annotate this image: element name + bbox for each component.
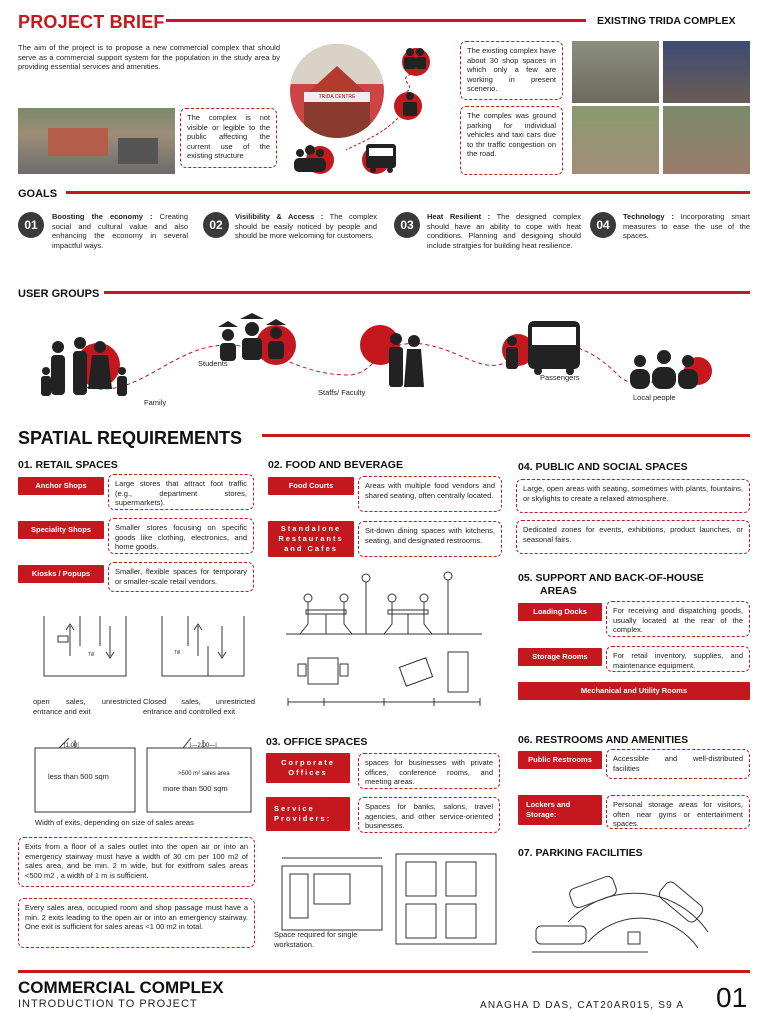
callout-shops: The existing complex have about 30 shop spaces in which only a few are working in present scenerio. [460,41,563,100]
size-large-label: more than 500 sqm [163,784,228,793]
footer-author: ANAGHA D DAS, CAT20AR015, S9 A [480,1000,685,1011]
goal-number: 01 [18,212,44,238]
anchor-shops-label: Anchor Shops [18,477,104,495]
goal-item [623,212,750,241]
goal-title: Boosting the economy : [52,212,153,221]
public-desc-1: Large, open areas with seating, sometimes with plants, fountains, or skylights to create a relaxed atmosphere. [516,479,750,513]
service-providers-desc: Spaces for banks, salons, travel agencies, and other service-oriented businesses. [358,797,500,833]
existing-photo-4 [663,106,750,174]
parking-title: 07. PARKING FACILITIES [518,847,643,859]
exit-note-1: Exits from a floor of a sales outlet into the open air or into an emergency stairway must have a width of 30 cm per 100 m2 of sales area, and be min. 2 m wide, but for exitfrom sales areas <500 m2 , a width of 1 m is sufficient. [18,837,255,887]
office-title: 03. OFFICE SPACES [266,736,368,748]
corporate-offices-label: Corporate Offices [266,753,350,783]
site-photo [18,108,175,174]
food-courts-desc: Areas with multiple food vendors and shared seating, often centrally located. [358,476,502,512]
title-rule [166,19,586,22]
students-label: Students [198,359,228,368]
exit-dim-small: |1.00| [64,743,79,749]
intro-text: The aim of the project is to propose a new commercial complex that should serve as a commercial support system for the population in the study area by providing essential services and amenities. [18,43,280,71]
goal-text: The designed complex should have an ability to cope with heat conditions. Planning and designing should include stratgies for building heat resilience. [427,212,581,250]
footer-rule [18,970,750,973]
trida-sign: TRIDA CENTRE [304,92,370,102]
public-title: 04. PUBLIC AND SOCIAL SPACES [518,461,688,473]
storage-rooms-desc: For retail inventory, supplies, and maintenance equipment. [606,646,750,672]
existing-complex-title: EXISTING TRIDA COMPLEX [597,15,736,27]
restaurants-desc: Sit-down dining spaces with kitchens, seating, and designated restrooms. [358,521,502,557]
goal-title: Technology : [623,212,674,221]
anchor-shops-desc: Large stores that attract foot traffic (e.g., department stores, supermarkets). [108,474,254,510]
kiosks-label: Kiosks / Popups [18,565,104,583]
exit-dim-large: |—2.00—| [190,743,217,749]
speciality-shops-label: Speciality Shops [18,521,104,539]
passengers-label: Passengers [540,373,580,382]
local-people-label: Local people [633,393,676,402]
goal-text: Incorporating smart measures to ease the use of the spaces. [623,212,750,240]
existing-photo-1 [572,41,659,103]
footer-subtitle: INTRODUCTION TO PROJECT [18,998,198,1010]
students-icon [218,313,286,361]
till-label: Till [88,652,95,658]
goal-item [235,212,377,241]
size-small-label: less than 500 sqm [48,772,109,781]
restaurants-label: Standalone Restaurants and Cafes [268,521,354,557]
open-sales-diagram [40,606,130,686]
public-restrooms-desc: Accessible and well-distributed facilities [606,749,750,779]
exit-note-2: Every sales area, occupied room and shop passage must have a min. 2 exits leading to the open air or into an emergency stairway. One exit is sufficient for sales areas <1 00 m2 in total. [18,898,255,948]
retail-title: 01. RETAIL SPACES [18,459,118,471]
goal-item [427,212,581,250]
passengers-icon [506,321,580,375]
goal-text: Creating social and cultural value and also enhancing the economy in several impactful ways. [52,212,188,250]
lockers-label: Lockers and Storage: [518,795,602,825]
goals-title: GOALS [18,188,58,200]
restrooms-title: 06. RESTROOMS AND AMENITIES [518,734,689,746]
local-people-icon [630,350,698,389]
storage-rooms-label: Storage Rooms [518,648,602,666]
user-groups-rule [104,291,750,294]
page-title: PROJECT BRIEF [18,12,165,32]
public-desc-2: Dedicated zones for events, exhibitions, product launches, or seasonal fairs. [516,520,750,554]
speciality-shops-desc: Smaller stores focusing on specific goods like clothing, electronics, and home goods. [108,518,254,554]
size-large-inner: >500 m² sales area [178,771,230,777]
loading-docks-label: Loading Docks [518,603,602,621]
user-groups-title: USER GROUPS [18,288,100,300]
existing-photo-3 [572,106,659,174]
workstation-caption: Space required for single workstation. [274,930,358,949]
service-providers-label: Service Providers: [266,797,350,831]
spatial-title: SPATIAL REQUIREMENTS [18,428,243,448]
callout-parking: The comples was ground parking for individual vehicles and taxi cars due to thr traffic congestion on the road. [460,106,563,175]
closed-sales-caption: Closed sales, unrestricted entrance and controlled exit [143,697,255,716]
staff-icon [389,333,424,387]
family-label: Family [144,398,167,407]
existing-photo-2 [663,41,750,103]
parking-ramp-drawing [528,862,750,958]
goal-number: 02 [203,212,229,238]
closed-sales-diagram [158,606,248,686]
exit-width-caption: Width of exits, depending on size of sales areas [35,818,194,827]
lockers-desc: Personal storage areas for visitors, often near gyms or entertainment spaces. [606,795,750,829]
corporate-offices-desc: spaces for businesses with private offices, conference rooms, and meeting areas. [358,753,500,789]
spatial-rule [262,434,750,437]
public-restrooms-label: Public Restrooms [518,751,602,769]
loading-docks-desc: For receiving and dispatching goods, usually located at the rear of the complex. [606,601,750,637]
support-title: 05. SUPPORT AND BACK-OF-HOUSE [518,572,704,584]
people-bus-icon-cluster [286,40,458,182]
page-number: 01 [716,982,748,1013]
food-courts-label: Food Courts [268,477,354,495]
goal-item [52,212,188,250]
open-sales-caption: open sales, unrestricted entrance and exit [33,697,141,716]
goal-title: Visilibility & Access : [235,212,324,221]
goal-number: 03 [394,212,420,238]
kiosks-desc: Smaller, flexible spaces for temporary or smaller-scale retail vendors. [108,562,254,592]
footer-title: COMMERCIAL COMPLEX [18,978,224,997]
callout-visibility: The complex is not visible or legible to the public affecting the current use of the existing structure [180,108,277,168]
goal-title: Heat Resilient : [427,212,491,221]
goal-number: 04 [590,212,616,238]
support-title-2: AREAS [540,585,577,597]
food-title: 02. FOOD AND BEVERAGE [268,459,403,471]
dining-plan-drawing [284,642,484,718]
staffs-label: Staffs/ Faculty [318,388,366,397]
mechanical-rooms-label: Mechanical and Utility Rooms [518,682,750,700]
goals-rule [66,191,750,194]
till-label: Till [174,650,181,656]
goal-text: The complex should be easily noticed by people and should be more welcoming for customers. [235,212,377,240]
dining-section-drawing [284,568,484,638]
